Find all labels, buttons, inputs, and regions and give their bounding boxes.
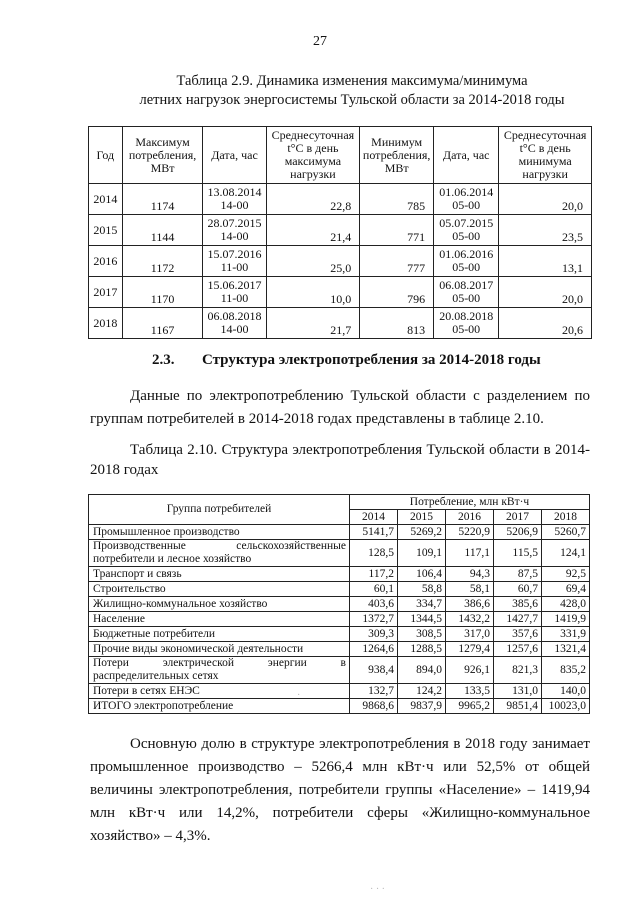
header-year-2016: 2016 (446, 510, 494, 525)
cell-min-min: 796 (407, 292, 426, 306)
cell-consumer-group: Жилищно-коммунальное хозяйство (89, 597, 350, 612)
cell-year-year: 2014 (93, 191, 118, 206)
cell-date-max-date1: 15.06.2017 (207, 278, 262, 292)
cell-consumer-group: Население (89, 612, 350, 627)
cell-max-max: 1144 (150, 230, 175, 244)
cell-temp-min-temp2: 23,5 (562, 230, 583, 244)
table-2-9-row (89, 277, 592, 308)
cell-consumption-2018: 1321,4 (542, 642, 590, 657)
cell-consumption-2017: 131,0 (494, 684, 542, 699)
table-2-10-row (89, 597, 590, 612)
cell-min (360, 246, 434, 277)
cell-temp-min (499, 215, 592, 246)
cell-date-min (434, 308, 499, 339)
cell-consumption-2014: 938,4 (350, 657, 398, 684)
paragraph-intro: Данные по электропотреблению Тульской области с разделением по группам потребителей в 2014-2018 годах представлены в таблице 2.10. (90, 388, 590, 427)
cell-year-year: 2016 (93, 253, 118, 268)
cell-consumption-2018: 140,0 (542, 684, 590, 699)
cell-temp-max-temp1: 10,0 (330, 292, 352, 306)
cell-consumption-2015: 308,5 (398, 627, 446, 642)
page-number: 27 (313, 34, 327, 49)
cell-temp-max-temp1: 25,0 (330, 261, 352, 275)
table-2-10-row (89, 699, 590, 714)
cell-consumption-2014: 1264,6 (350, 642, 398, 657)
cell-date-max (203, 184, 266, 215)
cell-consumption-2016: 117,1 (446, 540, 494, 567)
table-2-9-row (89, 308, 592, 339)
table-2-9-row (89, 215, 592, 246)
cell-consumption-2018: 331,9 (542, 627, 590, 642)
cell-temp-max-temp1: 22,8 (330, 199, 352, 213)
cell-consumer-group: Потери электрической энергии в распределительных сетях (89, 657, 350, 684)
scan-dots: · · · (370, 884, 385, 895)
cell-consumption-2014: 309,3 (350, 627, 398, 642)
cell-year (89, 277, 123, 308)
cell-consumption-2015: 1344,5 (398, 612, 446, 627)
header-temp-max: Среднесуточная t°C в день максимума нагрузки (266, 127, 360, 184)
scan-speck: · (297, 690, 301, 701)
table-2-9-header-row (89, 127, 592, 184)
header-temp-min: Среднесуточная t°C в день минимума нагрузки (499, 127, 592, 184)
cell-temp-min-temp2: 20,0 (562, 292, 583, 306)
cell-temp-max (266, 246, 360, 277)
cell-date-max-hour1: 11-00 (220, 291, 249, 305)
cell-consumption-2018: 69,4 (542, 582, 590, 597)
cell-max (122, 215, 203, 246)
cell-consumer-group: Промышленное производство (89, 525, 350, 540)
table-2-10-row (89, 582, 590, 597)
cell-consumer-group: ИТОГО электропотребление (89, 699, 350, 714)
cell-date-min-hour2: 05-00 (452, 260, 481, 274)
cell-consumption-2014: 60,1 (350, 582, 398, 597)
cell-consumption-2014: 403,6 (350, 597, 398, 612)
cell-date-max-hour1: 14-00 (220, 229, 249, 243)
cell-consumption-2015: 9837,9 (398, 699, 446, 714)
cell-consumption-2017: 1427,7 (494, 612, 542, 627)
section-number: 2.3. (152, 352, 175, 368)
cell-consumption-2015: 124,2 (398, 684, 446, 699)
header-year-2015: 2015 (398, 510, 446, 525)
cell-max-max: 1174 (150, 199, 175, 213)
cell-date-max-date1: 15.07.2016 (207, 247, 262, 261)
cell-date-max (203, 277, 266, 308)
cell-consumption-2018: 124,1 (542, 540, 590, 567)
cell-consumption-2017: 385,6 (494, 597, 542, 612)
cell-temp-min (499, 184, 592, 215)
cell-consumption-2014: 117,2 (350, 567, 398, 582)
header-year: Год (89, 127, 123, 184)
section-title: Структура электропотребления за 2014-2018 годы (202, 352, 541, 368)
cell-consumption-2017: 60,7 (494, 582, 542, 597)
cell-consumption-2014: 132,7 (350, 684, 398, 699)
table-2-10-row (89, 567, 590, 582)
header-min-consumption: Минимум потребления, МВт (360, 127, 434, 184)
cell-date-max (203, 308, 266, 339)
cell-min (360, 184, 434, 215)
cell-date-min (434, 246, 499, 277)
cell-consumption-2016: 133,5 (446, 684, 494, 699)
cell-date-max-hour1: 14-00 (220, 198, 249, 212)
cell-year (89, 308, 123, 339)
cell-consumption-2016: 5220,9 (446, 525, 494, 540)
cell-consumer-group: Строительство (89, 582, 350, 597)
header-year-2014: 2014 (350, 510, 398, 525)
cell-consumption-2015: 5269,2 (398, 525, 446, 540)
cell-consumption-2016: 1432,2 (446, 612, 494, 627)
cell-consumption-2016: 9965,2 (446, 699, 494, 714)
table-2-9-caption-line1: Таблица 2.9. Динамика изменения максимума/минимума (176, 73, 528, 89)
table-2-9 (88, 126, 592, 339)
cell-date-min-hour2: 05-00 (452, 322, 481, 336)
cell-consumption-2015: 1288,5 (398, 642, 446, 657)
header-year-2017: 2017 (494, 510, 542, 525)
cell-max-max: 1167 (150, 323, 175, 337)
table-2-10-row (89, 525, 590, 540)
cell-consumption-2016: 94,3 (446, 567, 494, 582)
table-2-10-row (89, 657, 590, 684)
cell-temp-max (266, 308, 360, 339)
header-consumer-group: Группа потребителей (89, 495, 350, 525)
cell-date-min-hour2: 05-00 (452, 291, 481, 305)
cell-date-min-hour2: 05-00 (452, 229, 481, 243)
cell-consumption-2018: 428,0 (542, 597, 590, 612)
cell-date-min (434, 277, 499, 308)
cell-date-min-date2: 06.08.2017 (439, 278, 494, 292)
cell-consumption-2018: 5260,7 (542, 525, 590, 540)
cell-date-max-hour1: 11-00 (220, 260, 249, 274)
header-date-min: Дата, час (434, 127, 499, 184)
cell-max-max: 1172 (150, 261, 175, 275)
cell-year-year: 2015 (93, 222, 118, 237)
cell-max (122, 246, 203, 277)
cell-consumer-group: Транспорт и связь (89, 567, 350, 582)
cell-temp-max (266, 215, 360, 246)
table-2-10-row (89, 540, 590, 567)
cell-temp-min (499, 246, 592, 277)
table-2-9-row (89, 184, 592, 215)
section-heading (152, 352, 541, 369)
cell-min (360, 308, 434, 339)
cell-consumption-2018: 92,5 (542, 567, 590, 582)
header-consumption: Потребление, млн кВт·ч (350, 495, 590, 510)
cell-consumption-2016: 386,6 (446, 597, 494, 612)
cell-temp-min-temp2: 20,6 (562, 323, 583, 337)
cell-consumer-group: Бюджетные потребители (89, 627, 350, 642)
cell-date-max-hour1: 14-00 (220, 322, 249, 336)
cell-max (122, 184, 203, 215)
table-2-10-row (89, 627, 590, 642)
cell-min-min: 785 (407, 199, 426, 213)
cell-date-min-date2: 01.06.2016 (439, 247, 494, 261)
cell-date-min-date2: 20.08.2018 (439, 309, 494, 323)
cell-year (89, 184, 123, 215)
cell-consumption-2015: 106,4 (398, 567, 446, 582)
header-date-max: Дата, час (203, 127, 266, 184)
cell-consumer-group: Потери в сетях ЕНЭС (89, 684, 350, 699)
cell-min-min: 771 (407, 230, 426, 244)
cell-temp-min (499, 277, 592, 308)
cell-consumption-2018: 10023,0 (542, 699, 590, 714)
cell-consumption-2016: 58,1 (446, 582, 494, 597)
cell-consumption-2018: 835,2 (542, 657, 590, 684)
cell-max (122, 308, 203, 339)
cell-consumer-group: Производственные сельскохозяйственные потребители и лесное хозяйство (89, 540, 350, 567)
cell-min-min: 777 (407, 261, 426, 275)
paragraph-summary: Основную долю в структуре электропотребления в 2018 году занимает промышленное производство – 5266,4 млн кВт·ч или 52,5% от общей величины электропотребления, потребители группы «Население» – 1419,94 млн кВт·ч или 14,2%, потребители сферы «Жилищно-коммунальное хозяйство» – 4,3%. (90, 736, 590, 844)
cell-consumer-group: Прочие виды экономической деятельности (89, 642, 350, 657)
cell-consumption-2016: 1279,4 (446, 642, 494, 657)
cell-date-min-date2: 01.06.2014 (439, 185, 494, 199)
cell-date-max (203, 215, 266, 246)
cell-consumption-2017: 821,3 (494, 657, 542, 684)
table-2-10-header-row (89, 495, 590, 510)
cell-year-year: 2017 (93, 284, 118, 299)
cell-year (89, 215, 123, 246)
cell-consumption-2014: 5141,7 (350, 525, 398, 540)
cell-date-min (434, 184, 499, 215)
cell-date-min (434, 215, 499, 246)
table-2-10 (88, 494, 590, 714)
table-2-10-row (89, 684, 590, 699)
cell-date-max-date1: 13.08.2014 (207, 185, 262, 199)
cell-consumption-2017: 357,6 (494, 627, 542, 642)
cell-temp-min-temp2: 20,0 (562, 199, 583, 213)
cell-temp-max-temp1: 21,7 (330, 323, 352, 337)
cell-consumption-2014: 128,5 (350, 540, 398, 567)
cell-consumption-2017: 1257,6 (494, 642, 542, 657)
header-max-consumption: Максимум потребления, МВт (122, 127, 203, 184)
cell-consumption-2014: 9868,6 (350, 699, 398, 714)
cell-consumption-2017: 87,5 (494, 567, 542, 582)
cell-consumption-2017: 9851,4 (494, 699, 542, 714)
cell-temp-max (266, 184, 360, 215)
table-2-9-caption (92, 72, 612, 110)
cell-consumption-2015: 109,1 (398, 540, 446, 567)
header-year-2018: 2018 (542, 510, 590, 525)
cell-consumption-2015: 334,7 (398, 597, 446, 612)
cell-date-max-date1: 06.08.2018 (207, 309, 262, 323)
cell-max-max: 1170 (150, 292, 175, 306)
cell-consumption-2015: 894,0 (398, 657, 446, 684)
table-2-9-caption-line2: летних нагрузок энергосистемы Тульской области за 2014-2018 годы (139, 92, 565, 108)
table-2-10-row (89, 642, 590, 657)
table-2-10-row (89, 612, 590, 627)
cell-temp-min-temp2: 13,1 (562, 261, 583, 275)
table-2-9-row (89, 246, 592, 277)
cell-min-min: 813 (407, 323, 426, 337)
cell-consumption-2014: 1372,7 (350, 612, 398, 627)
cell-temp-min (499, 308, 592, 339)
cell-year (89, 246, 123, 277)
cell-date-max (203, 246, 266, 277)
cell-date-min-date2: 05.07.2015 (439, 216, 494, 230)
cell-year-year: 2018 (93, 315, 118, 330)
cell-max (122, 277, 203, 308)
cell-consumption-2015: 58,8 (398, 582, 446, 597)
cell-consumption-2017: 5206,9 (494, 525, 542, 540)
table-2-10-caption: Таблица 2.10. Структура электропотребления Тульской области в 2014-2018 годах (90, 442, 590, 478)
cell-date-max-date1: 28.07.2015 (207, 216, 262, 230)
cell-consumption-2017: 115,5 (494, 540, 542, 567)
cell-consumption-2016: 317,0 (446, 627, 494, 642)
cell-consumption-2018: 1419,9 (542, 612, 590, 627)
cell-date-min-hour2: 05-00 (452, 198, 481, 212)
cell-temp-max (266, 277, 360, 308)
cell-temp-max-temp1: 21,4 (330, 230, 352, 244)
cell-min (360, 215, 434, 246)
cell-consumption-2016: 926,1 (446, 657, 494, 684)
cell-min (360, 277, 434, 308)
